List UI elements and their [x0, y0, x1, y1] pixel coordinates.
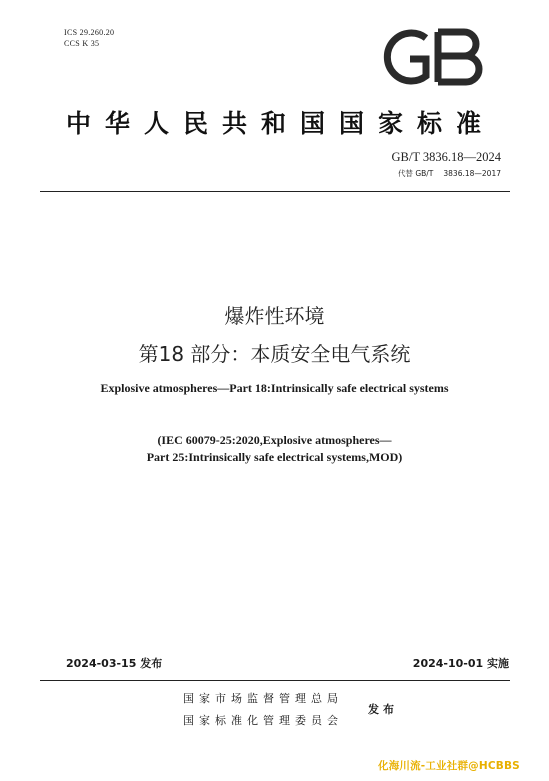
- publish-label: 发布: [368, 703, 398, 716]
- ccs-code: CCS K 35: [64, 39, 100, 48]
- gb-logo: [376, 11, 486, 88]
- standard-category: 中华人民共和国国家标准: [65, 109, 495, 138]
- title-en: Explosive atmospheres—Part 18:Intrinsically safe electrical systems: [100, 381, 449, 395]
- gb-logo-g: [387, 33, 426, 81]
- standard-number: GB/T 3836.18—2024: [391, 150, 501, 164]
- title-cn-line2: 第18 部分：本质安全电气系统: [138, 342, 411, 366]
- gb-logo-text: GB: [376, 11, 400, 30]
- replaces-label: 代替 GB/T: [397, 169, 434, 178]
- adoption-line2: Part 25:Intrinsically safe electrical systems,MOD): [146, 450, 403, 464]
- replaces-number: 3836.18—2017: [443, 169, 501, 178]
- gb-logo-b: [438, 32, 479, 82]
- bottom-divider: [40, 680, 510, 681]
- issuer-org1: 国家市场监督管理总局: [183, 692, 343, 705]
- adoption-line1: (IEC 60079-25:2020,Explosive atmospheres—: [157, 433, 392, 447]
- watermark: 化海川流-工业社群@HCBBS: [378, 760, 520, 772]
- ics-code: ICS 29.260.20: [64, 28, 115, 37]
- title-cn-line1: 爆炸性环境: [224, 304, 325, 328]
- top-divider: [40, 191, 510, 192]
- issue-date: 2024-03-15 发布: [66, 657, 163, 670]
- issuer-org2: 国家标准化管理委员会: [183, 714, 343, 727]
- replaces-line: [398, 168, 501, 179]
- classification-codes: [64, 27, 114, 49]
- implementation-date: 2024-10-01 实施: [412, 657, 509, 670]
